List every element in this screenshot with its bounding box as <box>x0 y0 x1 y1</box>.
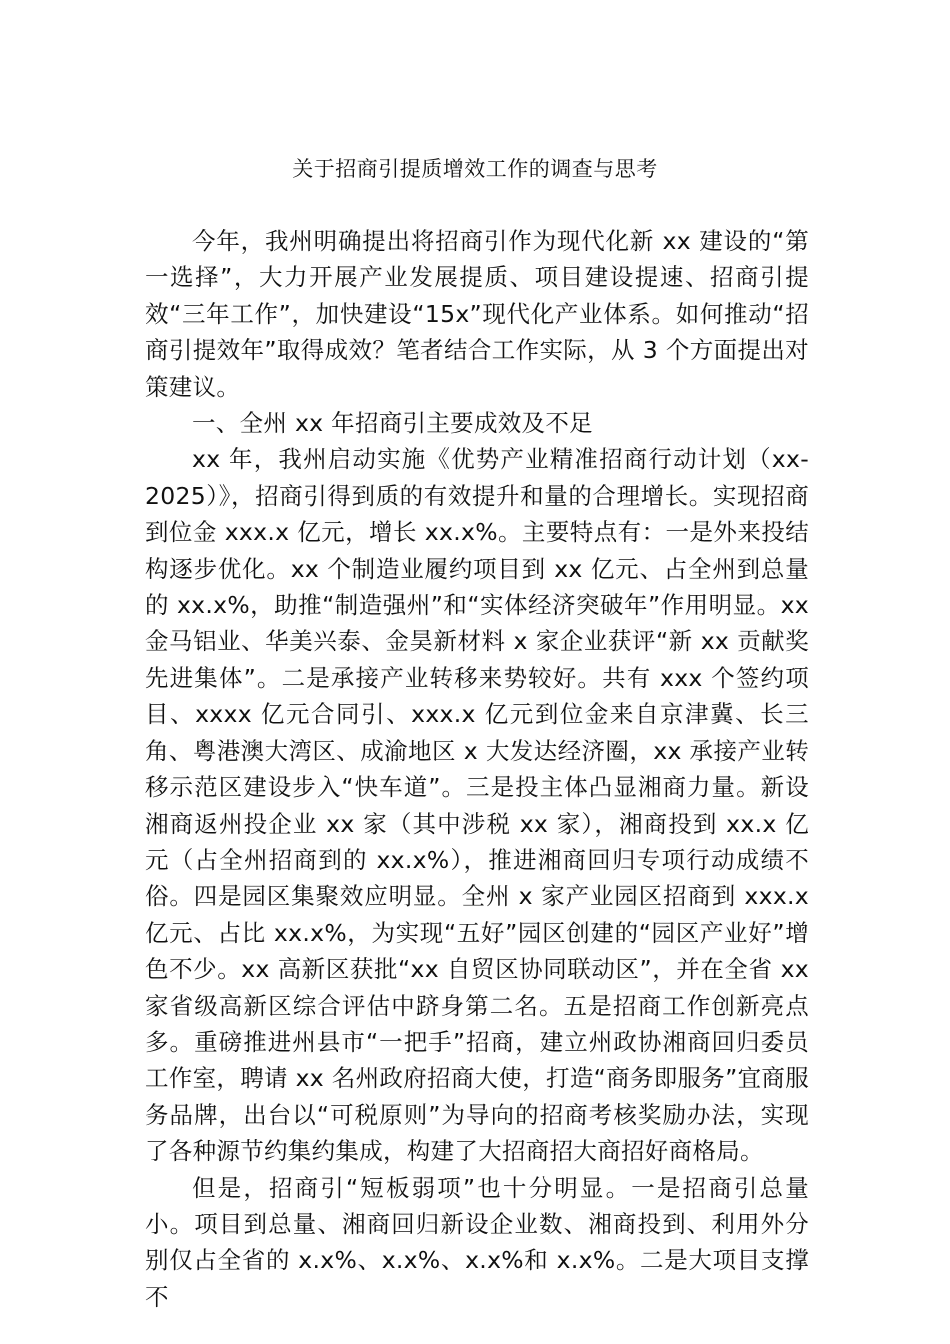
paragraph-intro: 今年，我州明确提出将招商引作为现代化新 xx 建设的“第一选择”，大力开展产业发展提质、项目建设提速、招商引提效“三年工作”，加快建设“15x”现代化产业体系。如何推动“招商引提效年”取得成效？笔者结合工作实际，从 3 个方面提出对策建议。 <box>145 227 809 401</box>
document-body <box>145 223 809 1315</box>
paragraph-achievements: xx 年，我州启动实施《优势产业精准招商行动计划（xx-2025）》，招商引得到质的有效提升和量的合理增长。实现招商到位金 xxx.x 亿元，增长 xx.x%。主要特点有：一是外来投结构逐步优化。xx 个制造业履约项目到 xx 亿元、占全州到总量的 xx.x%，助推“制造强州”和“实体经济突破年”作用明显。xx 金马铝业、华美兴泰、金昊新材料 x 家企业获评“新 xx 贡献奖先进集体”。二是承接产业转移来势较好。共有 xxx 个签约项目、xxxx 亿元合同引、xxx.x 亿元到位金来自京津冀、长三角、粤港澳大湾区、成渝地区 x 大发达经济圈，xx 承接产业转移示范区建设步入“快车道”。三是投主体凸显湘商力量。新设湘商返州投企业 xx 家（其中涉税 xx 家），湘商投到 xx.x 亿元（占全州招商到的 xx.x%），推进湘商回归专项行动成绩不俗。四是园区集聚效应明显。全州 x 家产业园区招商到 xxx.x 亿元、占比 xx.x%，为实现“五好”园区创建的“园区产业好”增色不少。xx 高新区获批“xx 自贸区协同联动区”，并在全省 xx 家省级高新区综合评估中跻身第二名。五是招商工作创新亮点多。重磅推进州县市“一把手”招商，建立州政协湘商回归委员工作室，聘请 xx 名州政府招商大使，打造“商务即服务”宜商服务品牌，出台以“可税原则”为导向的招商考核奖励办法，实现了各种源节约集约集成，构建了大招商招大商招好商格局。 <box>145 445 809 1166</box>
document-title: 关于招商引提质增效工作的调查与思考 <box>292 157 658 181</box>
paragraph-shortcomings: 但是，招商引“短板弱项”也十分明显。一是招商引总量小。项目到总量、湘商回归新设企业数、湘商投到、利用外分别仅占全省的 x.x%、x.x%、x.x%和 x.x%。二是大项目支撑不 <box>145 1173 809 1311</box>
section-heading: 一、全州 xx 年招商引主要成效及不足 <box>192 409 593 438</box>
